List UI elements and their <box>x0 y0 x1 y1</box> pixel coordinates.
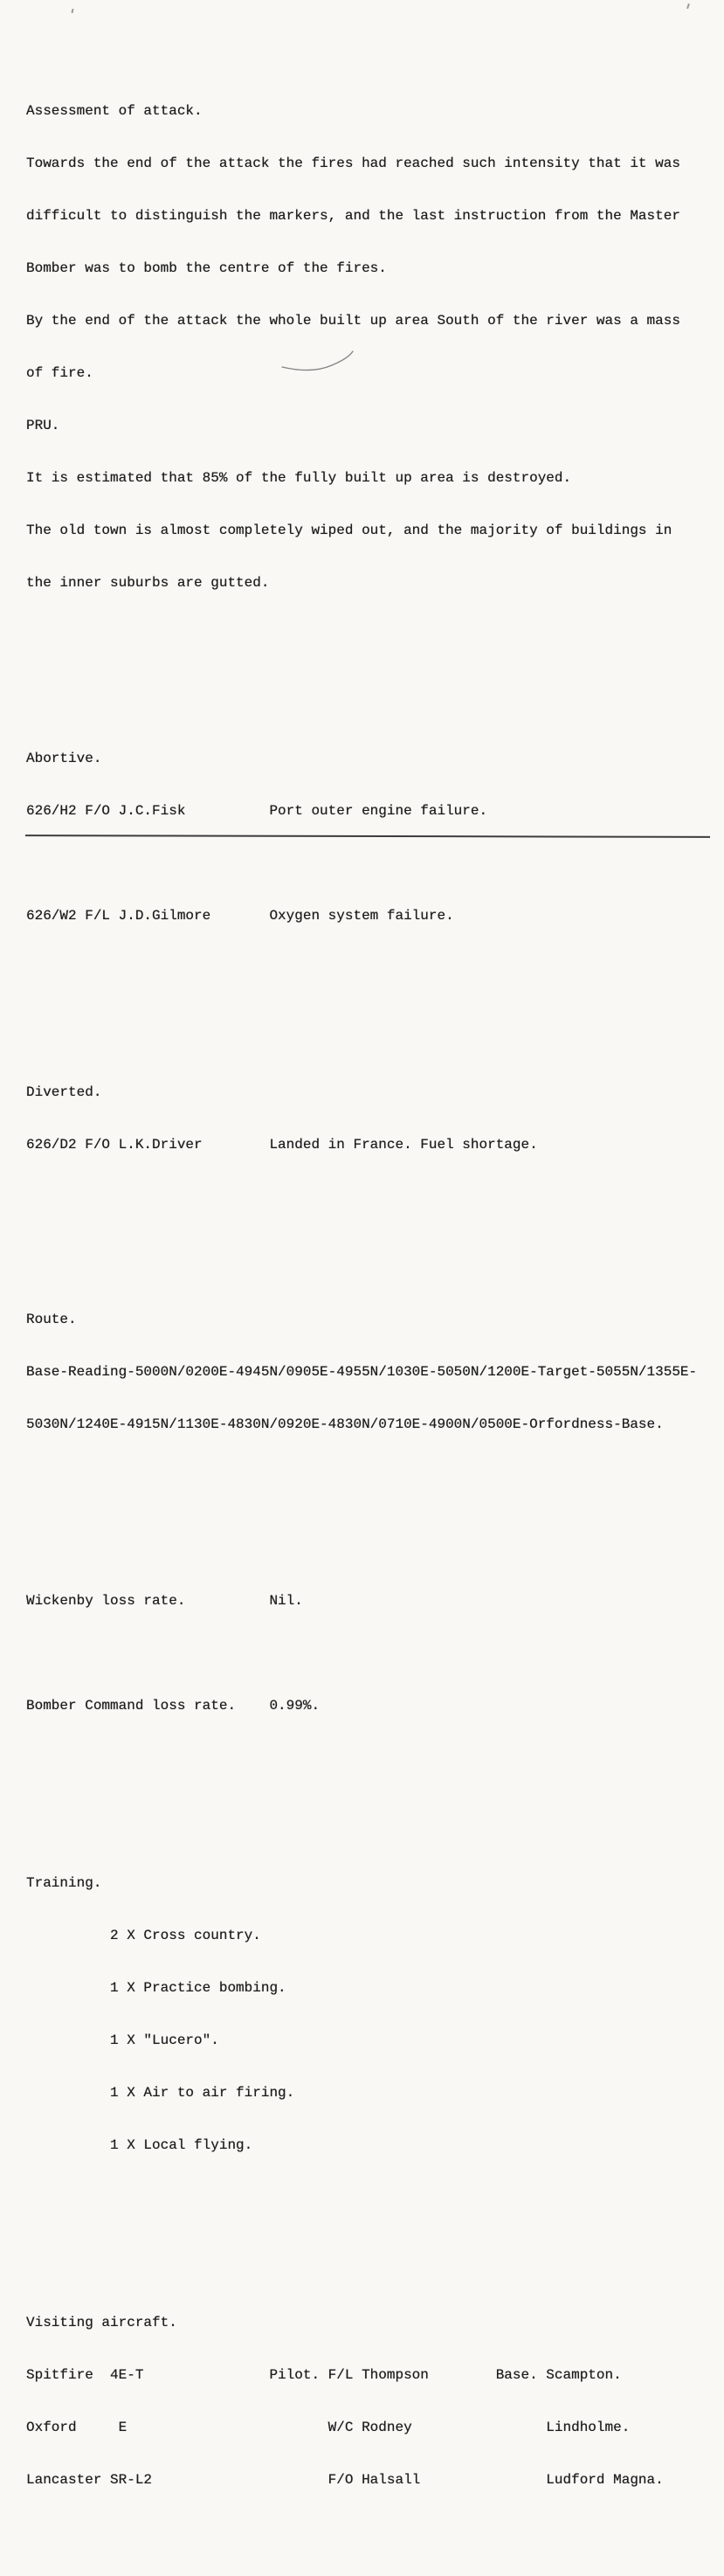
abortive-heading: Abortive. <box>26 751 102 766</box>
route-line: 5030N/1240E-4915N/1130E-4830N/0920E-4830N/0710E-4900N/0500E-Orfordness-Base. <box>26 1416 664 1432</box>
training-item: 1 X Local flying. <box>26 2137 253 2153</box>
visiting-heading: Visiting aircraft. <box>26 2315 177 2330</box>
training-item: 1 X Air to air firing. <box>26 2085 295 2101</box>
pru-line: The old town is almost completely wiped out, and the majority of buildings in <box>26 523 672 538</box>
visiting-row: Spitfire 4E-T Pilot. F/L Thompson Base. Scampton. <box>26 2367 622 2383</box>
pru-line: It is estimated that 85% of the fully built up area is destroyed. <box>26 470 572 486</box>
assessment-line: By the end of the attack the whole built up area South of the river was a mass <box>26 313 680 329</box>
blank-line <box>26 1645 697 1662</box>
pru-line: the inner suburbs are gutted. <box>26 575 270 591</box>
assessment-heading: Assessment of attack. <box>26 103 203 119</box>
scan-speck <box>72 9 74 13</box>
assessment-line: Bomber was to bomb the centre of the fires. <box>26 260 387 276</box>
route-section <box>26 1276 697 1468</box>
diverted-entry: 626/D2 F/O L.K.Driver Landed in France. Fuel shortage. <box>26 1137 538 1153</box>
training-item: 2 X Cross country. <box>26 1928 261 1943</box>
abortive-entry: 626/H2 F/O J.C.Fisk Port outer engine failure. <box>26 803 488 819</box>
training-item: 1 X Practice bombing. <box>26 1980 286 1996</box>
assessment-section <box>26 67 697 627</box>
pru-heading: PRU. <box>26 418 60 433</box>
visiting-row: Lancaster SR-L2 F/O Halsall Ludford Magna. <box>26 2472 664 2488</box>
diverted-heading: Diverted. <box>26 1084 102 1100</box>
bomber-command-loss-rate: Bomber Command loss rate. 0.99%. <box>26 1698 321 1714</box>
abortive-entry: 626/W2 F/L J.D.Gilmore Oxygen system failure. <box>26 908 454 924</box>
visiting-row: Oxford E W/C Rodney Lindholme. <box>26 2420 631 2435</box>
loss-rate-section <box>26 1557 697 1749</box>
assessment-line: difficult to distinguish the markers, and the last instruction from the Master <box>26 208 680 224</box>
typewritten-text <box>26 15 697 2576</box>
training-item: 1 X "Lucero". <box>26 2032 219 2048</box>
assessment-line: Towards the end of the attack the fires had reached such intensity that it was <box>26 156 680 171</box>
route-heading: Route. <box>26 1312 77 1327</box>
training-heading: Training. <box>26 1875 102 1891</box>
blank-line <box>26 855 697 872</box>
scan-speck <box>686 3 690 9</box>
assessment-line: of fire. <box>26 365 93 381</box>
route-line: Base-Reading-5000N/0200E-4945N/0905E-4955N/1030E-5050N/1200E-Target-5055N/1355E- <box>26 1364 698 1380</box>
visiting-aircraft-section <box>26 2279 697 2524</box>
diverted-section <box>26 1049 697 1188</box>
training-section <box>26 1839 697 2189</box>
wickenby-loss-rate: Wickenby loss rate. Nil. <box>26 1593 303 1609</box>
